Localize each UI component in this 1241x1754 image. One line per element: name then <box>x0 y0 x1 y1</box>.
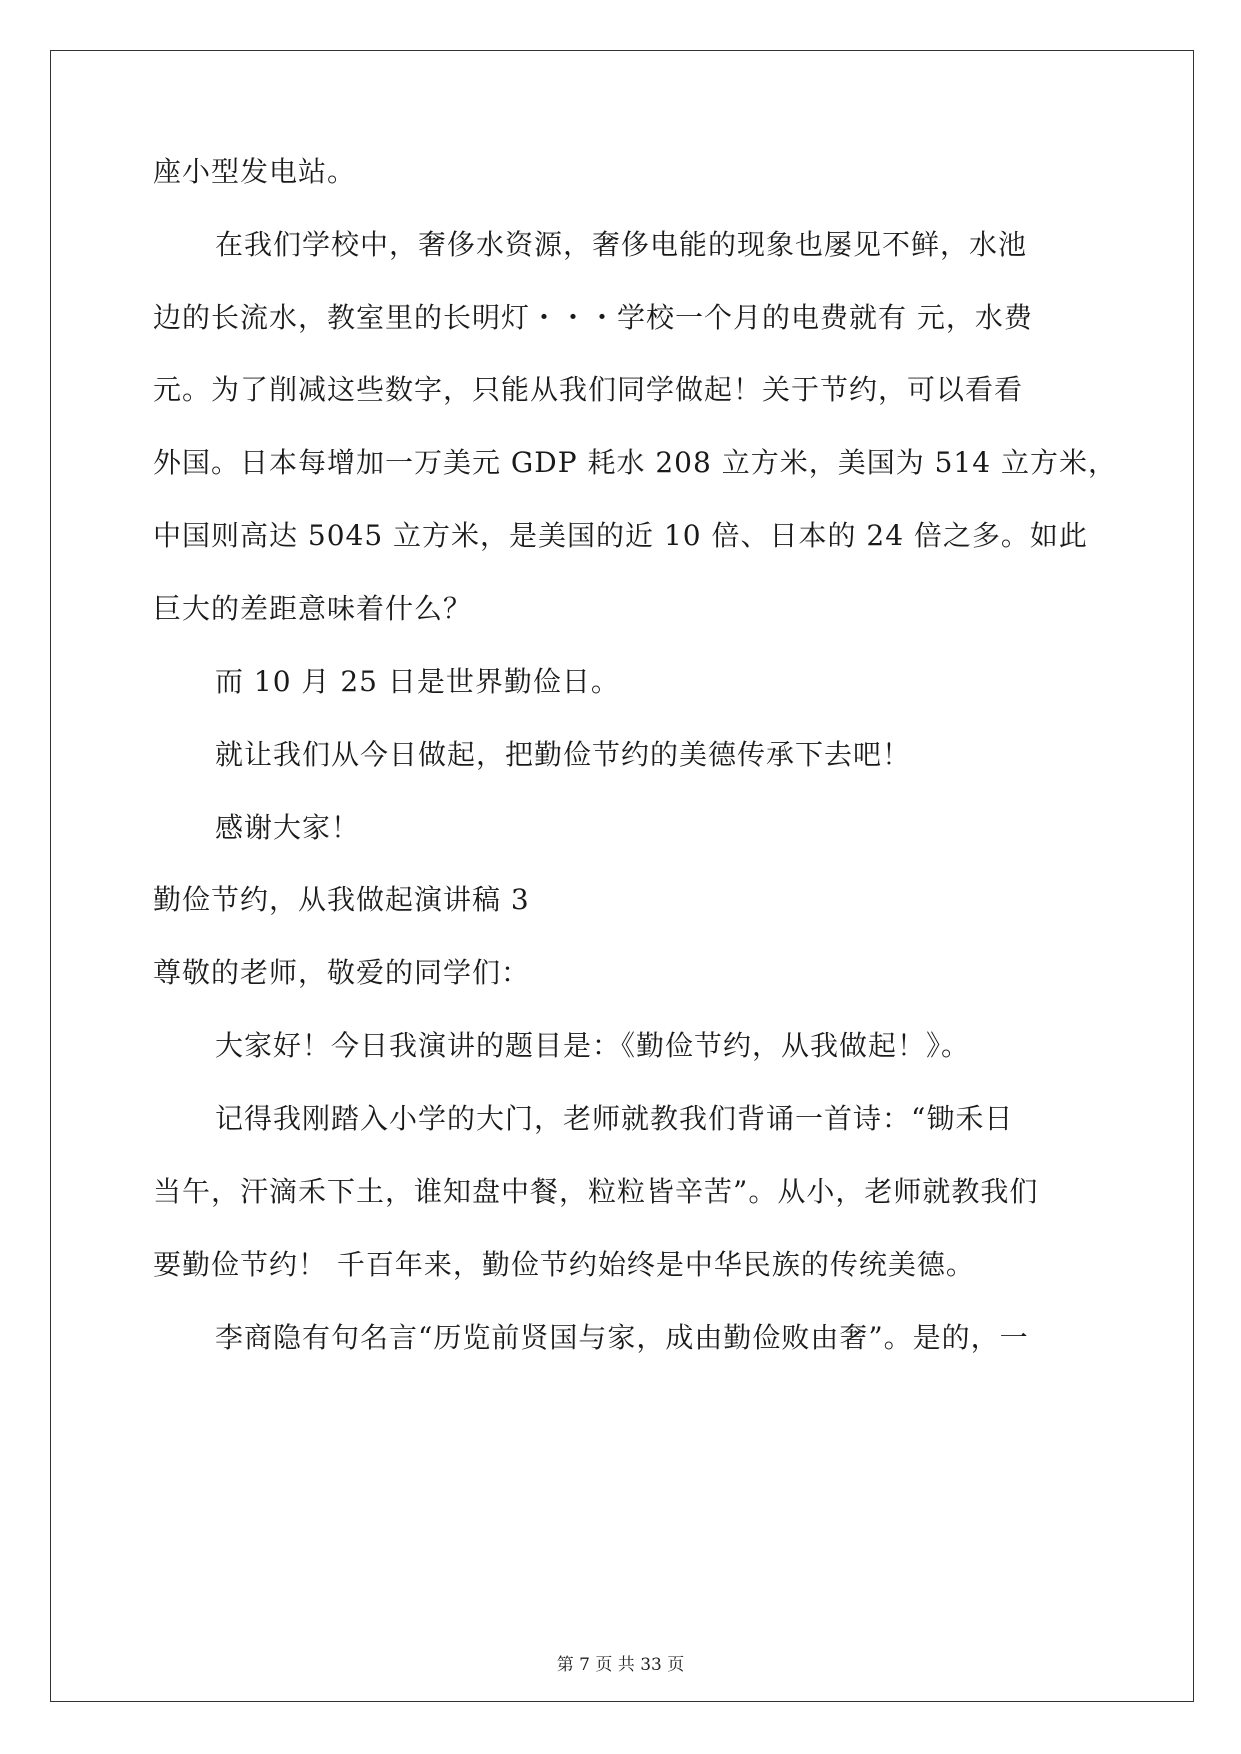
text-line: 当午，汗滴禾下土，谁知盘中餐，粒粒皆辛苦”。从小，老师就教我们 <box>153 1175 1039 1208</box>
text-line: 要勤俭节约！ 千百年来，勤俭节约始终是中华民族的传统美德。 <box>153 1248 975 1281</box>
paragraph-start: 大家好！今日我演讲的题目是：《勤俭节约，从我做起！》。 <box>215 1029 971 1062</box>
paragraph-start: 而 10 月 25 日是世界勤俭日。 <box>215 665 620 698</box>
page-footer: 第 7 页 共 33 页 <box>556 1655 685 1675</box>
text-line: 外国。日本每增加一万美元 GDP 耗水 208 立方米，美国为 514 立方米， <box>153 446 1117 479</box>
text-line: 巨大的差距意味着什么？ <box>153 592 473 625</box>
text-line: 元。为了削减这些数字，只能从我们同学做起！关于节约，可以看看 <box>153 373 1024 406</box>
paragraph-start: 记得我刚踏入小学的大门，老师就教我们背诵一首诗：“锄禾日 <box>215 1102 1014 1135</box>
paragraph-start: 感谢大家！ <box>215 811 361 844</box>
text-line: 座小型发电站。 <box>153 155 357 188</box>
text-line: 中国则高达 5045 立方米，是美国的近 10 倍、日本的 24 倍之多。如此 <box>153 519 1088 552</box>
salutation: 尊敬的老师，敬爱的同学们： <box>153 956 531 989</box>
paragraph-start: 李商隐有句名言“历览前贤国与家，成由勤俭败由奢”。是的，一 <box>215 1321 1029 1354</box>
paragraph-start: 就让我们从今日做起，把勤俭节约的美德传承下去吧！ <box>215 738 912 771</box>
section-title: 勤俭节约，从我做起演讲稿 3 <box>153 883 530 916</box>
text-line: 边的长流水，教室里的长明灯・・・学校一个月的电费就有 元，水费 <box>153 301 1033 334</box>
paragraph-start: 在我们学校中，奢侈水资源，奢侈电能的现象也屡见不鲜，水池 <box>215 228 1028 261</box>
